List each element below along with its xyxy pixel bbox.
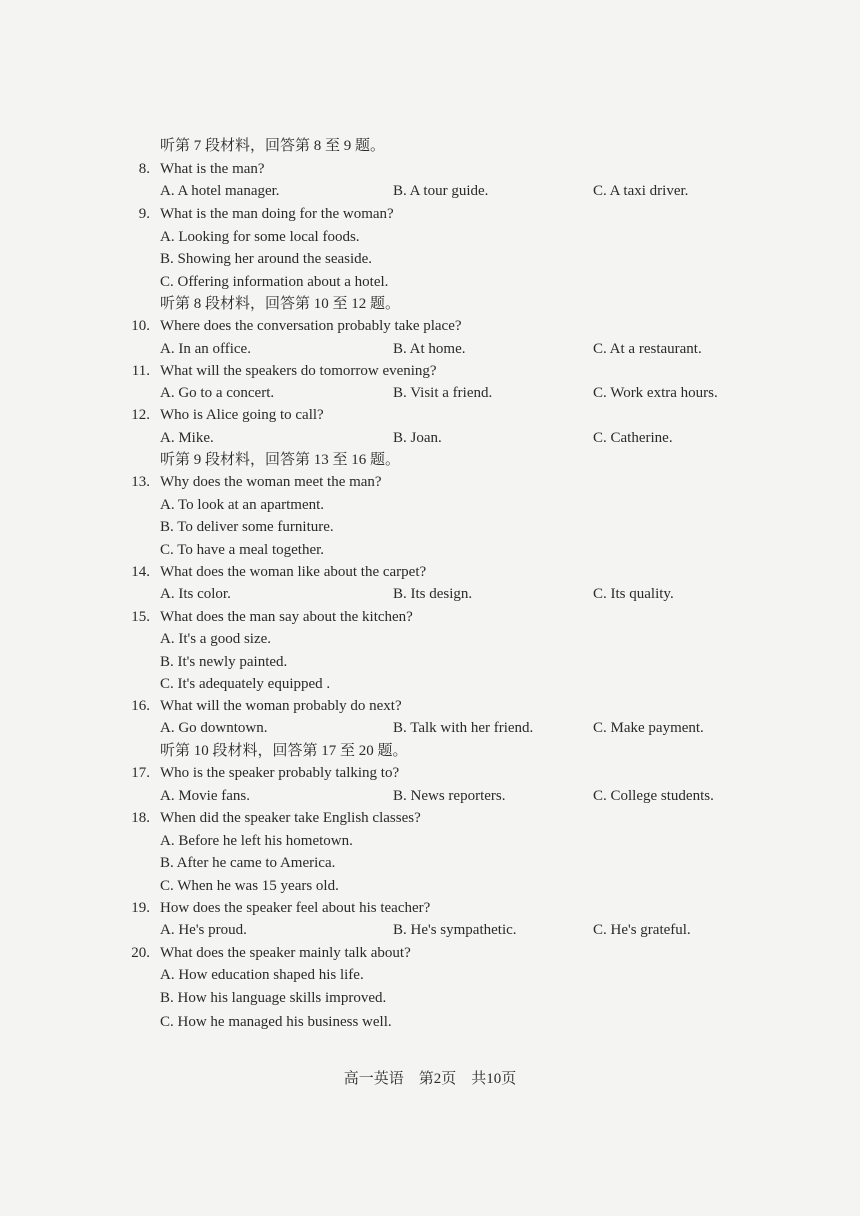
question-text: What is the man? <box>160 161 265 177</box>
question-text: What does the speaker mainly talk about? <box>160 945 411 961</box>
section-header: 听第 8 段材料，回答第 10 至 12 题。 <box>160 296 401 312</box>
option-b: B. Talk with her friend. <box>393 720 534 736</box>
option-a: A. Movie fans. <box>160 788 250 804</box>
option-b: B. At home. <box>393 341 466 357</box>
question-number: 17. <box>131 765 150 781</box>
question-number: 18. <box>131 810 150 826</box>
option-c: C. To have a meal together. <box>160 542 325 558</box>
question-text: Where does the conversation probably take place? <box>160 318 462 334</box>
option-a: A. He's proud. <box>160 922 247 938</box>
option-b: B. A tour guide. <box>393 183 489 199</box>
option-a: A. In an office. <box>160 341 251 357</box>
question-number: 9. <box>138 206 150 222</box>
option-c: C. It's adequately equipped . <box>160 676 331 692</box>
option-b: B. News reporters. <box>393 788 506 804</box>
question-number: 8. <box>138 161 150 177</box>
question-number: 19. <box>131 900 150 916</box>
section-header: 听第 10 段材料，回答第 17 至 20 题。 <box>160 743 408 759</box>
question-number: 12. <box>131 407 150 423</box>
question-number: 20. <box>131 945 150 961</box>
option-c: C. A taxi driver. <box>593 183 689 199</box>
section-header: 听第 9 段材料，回答第 13 至 16 题。 <box>160 452 401 468</box>
option-b: B. Joan. <box>393 430 442 446</box>
option-c: C. How he managed his business well. <box>160 1014 392 1030</box>
question-number: 16. <box>131 698 150 714</box>
option-a: A. Its color. <box>160 586 231 602</box>
option-c: C. He's grateful. <box>593 922 691 938</box>
option-a: A. How education shaped his life. <box>160 967 364 983</box>
question-text: Who is the speaker probably talking to? <box>160 765 400 781</box>
option-a: A. A hotel manager. <box>160 183 280 199</box>
option-c: C. Work extra hours. <box>593 385 718 401</box>
page-footer: 高一英语 第2页 共10页 <box>343 1071 517 1087</box>
question-text: What will the woman probably do next? <box>160 698 402 714</box>
option-b: B. To deliver some furniture. <box>160 519 334 535</box>
question-text: Why does the woman meet the man? <box>160 474 382 490</box>
question-text: When did the speaker take English classes? <box>160 810 421 826</box>
option-b: B. He's sympathetic. <box>393 922 517 938</box>
question-number: 13. <box>131 474 150 490</box>
option-c: C. At a restaurant. <box>593 341 702 357</box>
question-text: What does the woman like about the carpet? <box>160 564 427 580</box>
option-b: B. Its design. <box>393 586 473 602</box>
option-b: B. After he came to America. <box>160 855 336 871</box>
question-number: 11. <box>131 363 150 379</box>
option-c: C. Offering information about a hotel. <box>160 274 389 290</box>
option-c: C. Catherine. <box>593 430 673 446</box>
question-number: 15. <box>131 609 150 625</box>
question-text: What is the man doing for the woman? <box>160 206 394 222</box>
option-c: C. College students. <box>593 788 714 804</box>
option-b: B. It's newly painted. <box>160 654 288 670</box>
section-header: 听第 7 段材料，回答第 8 至 9 题。 <box>160 138 386 154</box>
question-number: 14. <box>131 564 150 580</box>
option-a: A. Go to a concert. <box>160 385 275 401</box>
question-text: How does the speaker feel about his teacher? <box>160 900 431 916</box>
option-a: A. To look at an apartment. <box>160 497 325 513</box>
question-text: What does the man say about the kitchen? <box>160 609 413 625</box>
question-text: What will the speakers do tomorrow evening? <box>160 363 437 379</box>
option-a: A. Looking for some local foods. <box>160 229 360 245</box>
option-b: B. How his language skills improved. <box>160 990 387 1006</box>
option-a: A. Mike. <box>160 430 214 446</box>
question-number: 10. <box>131 318 150 334</box>
option-a: A. It's a good size. <box>160 631 272 647</box>
option-a: A. Go downtown. <box>160 720 268 736</box>
option-c: C. Make payment. <box>593 720 704 736</box>
option-b: B. Visit a friend. <box>393 385 493 401</box>
option-c: C. When he was 15 years old. <box>160 878 339 894</box>
option-b: B. Showing her around the seaside. <box>160 251 373 267</box>
question-text: Who is Alice going to call? <box>160 407 324 423</box>
option-a: A. Before he left his hometown. <box>160 833 353 849</box>
option-c: C. Its quality. <box>593 586 674 602</box>
